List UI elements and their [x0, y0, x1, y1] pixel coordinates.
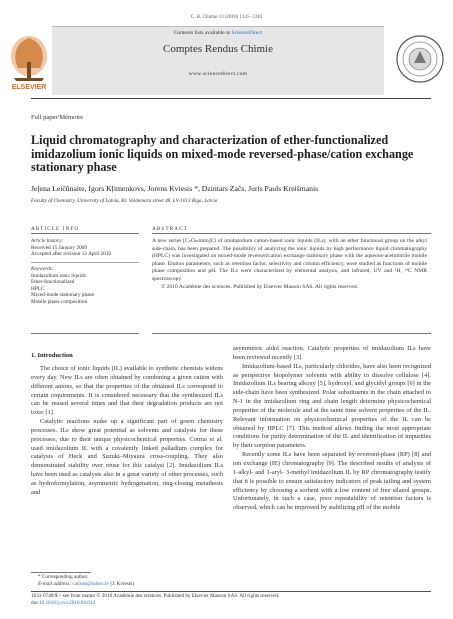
article-history [31, 238, 139, 258]
article-section: Full paper/Mémoire [31, 114, 84, 121]
issn-line: 1631-0748/$ – see front matter © 2010 Académie des sciences. Published by Elsevier Masson SAS. All rights reserved. [31, 593, 280, 599]
accepted-date: Accepted after revision 12 April 2010 [31, 251, 112, 257]
doi-link[interactable]: 10.1016/j.crci.2010.04.014 [39, 600, 96, 606]
journal-url[interactable]: www.sciencedirect.com [188, 71, 248, 77]
email-label: E-mail address: [38, 581, 73, 587]
body-paragraph: asymmetric aldol reaction. Catalytic properties of imidazolium ILs have been reviewed recently [3]. [233, 345, 431, 361]
keyword-item: Ether-functionalized [31, 279, 75, 285]
body-paragraph: Recently some ILs have been separated by reversed-phase (RP) [8] and ion exchange (IE) chromatography [9]. The described results of analysis of 1-alkyl- and 1-aryl- 3-methyl imidazolium IL by RP chromatography testify that it is possible to ensure satisfactory indicators of peak tailing and system efficiency by choosing a sorbent with a low content of free silanol groups. Unfortunately, in such a case, poor repeatability of retention factors is observed, which can be improved by stabilizing pH of the mobile [233, 451, 431, 512]
keywords-label: Keywords: [31, 266, 54, 272]
masthead-rule [31, 98, 431, 99]
footnote [38, 574, 228, 588]
abstract-rule-right [152, 333, 431, 334]
keyword-item: Imidazolium ionic liquids [31, 272, 86, 279]
info-rule-right [152, 233, 431, 234]
sciencedirect-link[interactable]: ScienceDirect [231, 30, 263, 36]
body-paragraph: Catalytic reactions make up a significant part of green chemistry processes. ILs show great potential as solvents and catalysts for these processes, due to their unique physicochemical properties. Corma et al. used imidazolium IL with a covalently linked palladium complex for catalysis of Heck and Suzuki–Miyaura cross-coupling. They also demonstrated stability over reuse for this catalyst [2]. Imidazolium ILs have been used as catalysts also in a great variety of other processes, such as hydroformylation, asymmetric hydrogenation, ring-closing metathesis and [31, 418, 223, 496]
keyword-item: Mixed-mode stationary phase [31, 292, 94, 298]
svg-text:ELSEVIER: ELSEVIER [11, 84, 47, 91]
article-authors: Jeļena Leičūnaite, Igors Kļimenkovs, Jorens Kviesis *, Dzintars Začs, Juris Pauls Kreišmanis [31, 184, 319, 193]
journal-citation: C. R. Chimie 13 (2010) 1335–1340 [191, 15, 262, 20]
doi-line [31, 600, 431, 607]
right-column-text [233, 345, 431, 513]
article-info-heading: ARTICLE INFO [31, 226, 80, 232]
footnote-rule [31, 572, 91, 573]
introduction-heading: 1. Introduction [31, 352, 73, 359]
abstract-body [152, 238, 427, 291]
page-footer [31, 593, 431, 607]
corresponding-author-note: * Corresponding author. [38, 574, 89, 580]
journal-title: Comptes Rendus Chimie [163, 43, 273, 55]
author-affiliation: Faculty of Chemistry, University of Latvia, Kr. Valdemara street 48, LV-1013 Riga, Latvia [31, 198, 218, 204]
email-line [38, 581, 228, 588]
info-rule-left [31, 233, 139, 234]
journal-seal-icon [395, 30, 445, 92]
history-label: Article history: [31, 238, 64, 244]
abstract-heading: ABSTRACT [152, 226, 188, 232]
email-link[interactable]: cations@inbox.lv [72, 581, 110, 587]
abstract-copyright: © 2010 Académie des sciences. Published by Elsevier Masson SAS. All rights reserved. [161, 283, 359, 290]
doi-label: doi: [31, 600, 40, 606]
keyword-item: Mobile phase composition [31, 298, 88, 305]
footer-rule [31, 591, 431, 592]
left-column-text [31, 365, 223, 498]
contents-line [52, 30, 384, 36]
keyword-item: HPLC [31, 285, 45, 292]
contents-prefix: Contents lists available at [173, 30, 232, 36]
abstract-text: A new series [CₙOₘmim]Cl of imidazolium cation-based ionic liquids (ILs), with an ether functional group on the alkyl side-chain, has been prepared. The possibility of analyzing the ionic liquids by high performance liquid chromatography (HPLC) was investigated on mixed-mode reversed/cation exchange stationary phase with the aqueous-acetonitrile mobile phase. Elution parameters, such as retention factor, selectivity and column efficiency, were studied as functions of mobile phase composition and pH. The ILs were characterized by elemental analysis, and infrared, UV and ¹H, ¹³C NMR spectroscopy. [152, 238, 427, 282]
body-paragraph: The choice of ionic liquids (IL) available to synthetic chemists widens every day. New ILs are often obtained by combining a given cation with different anions, so that the properties of the obtained ILs correspond to certain requirements. It is considered necessary that the synthesized ILs can be reused several times and that their degradation products are not toxic [1]. [31, 365, 223, 417]
abstract-rule-left [31, 333, 139, 334]
email-suffix: (J. Kviesis). [109, 581, 136, 587]
article-title: Liquid chromatography and characterization of ether-functionalized imidazolium ionic liquids on mixed-mode reversed-phase/cation exchange stationary phase [31, 133, 414, 174]
journal-masthead [52, 26, 384, 95]
keywords-block [31, 266, 139, 305]
keywords-rule [31, 262, 139, 263]
elsevier-logo[interactable] [6, 32, 52, 92]
received-date: Received 15 January 2009 [31, 244, 88, 251]
body-paragraph: Imidazolium-based ILs, particularly chlorides, have also been recognized as perspective biopolymer solvents with ability to dissolve cellulose [4]. Imidazolium ILs bearing alkoxy [5], hydroxyl, and glycidyl groups [6] in the side-chain have been synthesized. Polar substituents in the chain attached to N-1 in the imidazolium ring and chain length determine physicochemical properties of the molecule and at the same time solvent properties of the IL. Relevant information on physicochemical properties of the IL can be obtained by HPLC [7]. This method allows finding the most appropriate conditions for purity determination of the IL and identification of impurities by their sorption parameters. [233, 362, 431, 450]
